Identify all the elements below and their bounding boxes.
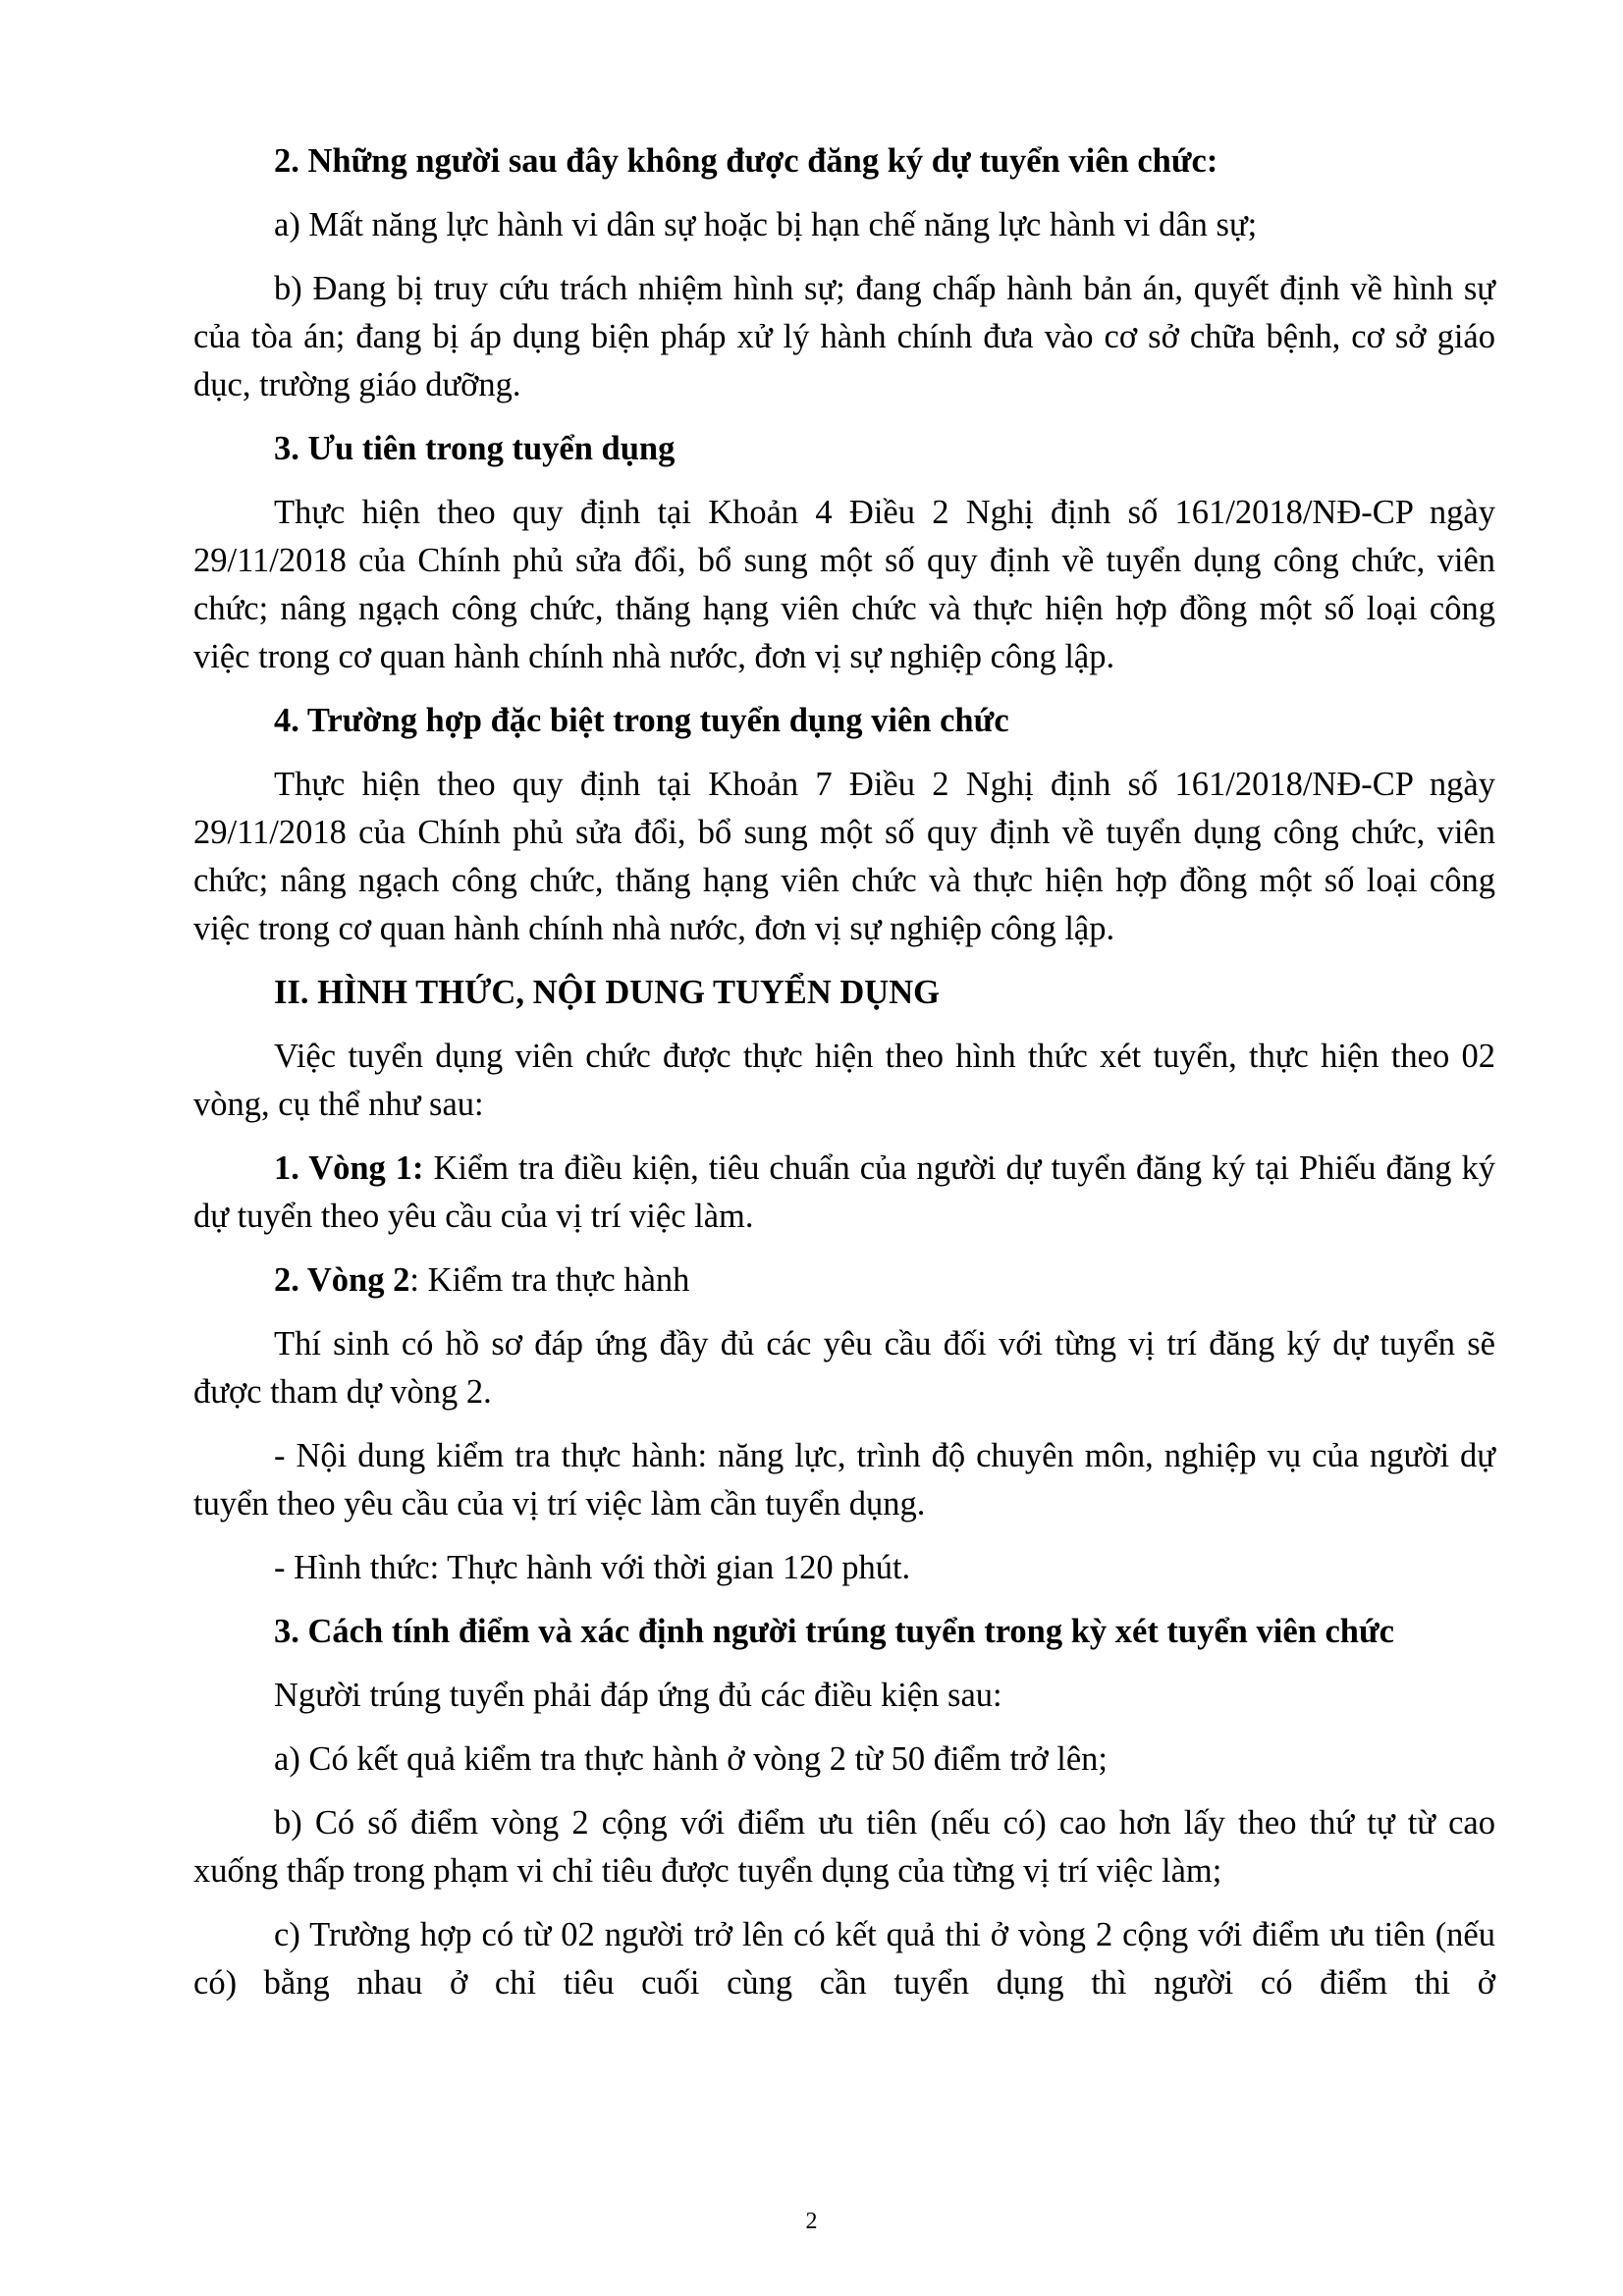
section-heading-form-content: II. HÌNH THỨC, NỘI DUNG TUYỂN DỤNG: [274, 974, 940, 1011]
heading-priority: 3. Ưu tiên trong tuyển dụng: [274, 430, 676, 467]
paragraph-condition-b: b) Có số điểm vòng 2 cộng với điểm ưu tiên (nếu có) cao hơn lấy theo thứ tự từ cao xuống thấp trong phạm vi chỉ tiêu được tuyển dụng của từng vị trí việc làm;: [193, 1804, 1495, 1890]
paragraph-eligible-candidates: Thí sinh có hồ sơ đáp ứng đầy đủ các yêu cầu đối với từng vị trí đăng ký dự tuyển sẽ được tham dự vòng 2.: [193, 1325, 1495, 1411]
paragraph-item-b-criminal: b) Đang bị truy cứu trách nhiệm hình sự; đang chấp hành bản án, quyết định về hình sự của tòa án; đang bị áp dụng biện pháp xử lý hành chính đưa vào cơ sở chữa bệnh, cơ sở giáo dục, trường giáo dưỡng.: [193, 270, 1495, 403]
heading-scoring: 3. Cách tính điểm và xác định người trúng tuyển trong kỳ xét tuyển viên chức: [274, 1613, 1394, 1650]
paragraph-winner-conditions: Người trúng tuyển phải đáp ứng đủ các điều kiện sau:: [274, 1677, 1002, 1714]
paragraph-priority-body: Thực hiện theo quy định tại Khoản 4 Điều 2 Nghị định số 161/2018/NĐ-CP ngày 29/11/2018 của Chính phủ sửa đổi, bổ sung một số quy định về tuyển dụng công chức, viên chức; nâng ngạch công chức, thăng hạng viên chức và thực hiện hợp đồng một số loại công việc trong cơ quan hành chính nhà nước, đơn vị sự nghiệp công lập.: [193, 494, 1495, 675]
paragraph-special-cases-body: Thực hiện theo quy định tại Khoản 7 Điều 2 Nghị định số 161/2018/NĐ-CP ngày 29/11/2018 của Chính phủ sửa đổi, bổ sung một số quy định về tuyển dụng công chức, viên chức; nâng ngạch công chức, thăng hạng viên chức và thực hiện hợp đồng một số loại công việc trong cơ quan hành chính nhà nước, đơn vị sự nghiệp công lập.: [193, 766, 1495, 947]
paragraph-practical-form: - Hình thức: Thực hành với thời gian 120 phút.: [274, 1549, 911, 1586]
paragraph-condition-c: c) Trường hợp có từ 02 người trở lên có kết quả thi ở vòng 2 cộng với điểm ưu tiên (nếu có) bằng nhau ở chỉ tiêu cuối cùng cần tuyển dụng thì người có điểm thi ở: [193, 1916, 1495, 2002]
round-1-text: Kiểm tra điều kiện, tiêu chuẩn của người dự tuyển đăng ký tại Phiếu đăng ký dự tuyển theo yêu cầu của vị trí việc làm.: [193, 1149, 1495, 1235]
document-page: [193, 137, 1495, 2023]
paragraph-item-a-civil-capacity: a) Mất năng lực hành vi dân sự hoặc bị hạn chế năng lực hành vi dân sự;: [274, 206, 1258, 243]
heading-ineligible-persons: 2. Những người sau đây không được đăng ký dự tuyển viên chức:: [274, 142, 1218, 180]
heading-special-cases: 4. Trường hợp đặc biệt trong tuyển dụng viên chức: [274, 702, 1009, 739]
paragraph-condition-a: a) Có kết quả kiểm tra thực hành ở vòng 2 từ 50 điểm trở lên;: [274, 1740, 1108, 1778]
round-1-label: 1. Vòng 1:: [274, 1149, 424, 1187]
paragraph-round-1: [193, 1145, 1495, 1241]
round-2-text: : Kiểm tra thực hành: [409, 1261, 690, 1299]
paragraph-recruitment-form: Việc tuyển dụng viên chức được thực hiện theo hình thức xét tuyển, thực hiện theo 02 vòng, cụ thể như sau:: [193, 1038, 1495, 1123]
round-2-label: 2. Vòng 2: [274, 1261, 410, 1299]
page-number: 2: [805, 2209, 818, 2234]
paragraph-practical-content: - Nội dung kiểm tra thực hành: năng lực, trình độ chuyên môn, nghiệp vụ của người dự tuyển theo yêu cầu của vị trí việc làm cần tuyển dụng.: [193, 1437, 1495, 1522]
paragraph-round-2: [193, 1256, 1495, 1305]
